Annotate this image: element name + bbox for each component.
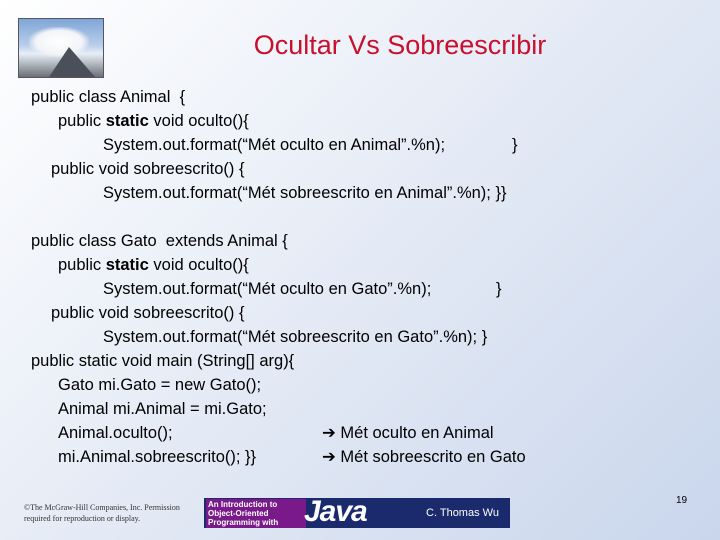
code-line: Gato mi.Gato = new Gato(); [58, 376, 262, 394]
code-line: public static void oculto(){ [58, 112, 249, 130]
code-line: public void sobreescrito() { [51, 304, 245, 322]
code-line: public void sobreescrito() { [51, 160, 245, 178]
code-line: System.out.format(“Mét oculto en Animal”.%n); [103, 136, 446, 154]
code-line: Animal mi.Animal = mi.Gato; [58, 400, 267, 418]
code-line: System.out.format(“Mét sobreescrito en Gato”.%n); } [103, 328, 488, 346]
book-banner-logo [204, 495, 510, 528]
slide-title: Ocultar Vs Sobreescribir [253, 30, 547, 60]
code-line: } [496, 280, 502, 298]
code-line: public static void main (String[] arg){ [31, 352, 295, 370]
code-line: Animal.oculto(); [58, 424, 173, 442]
copyright-notice: ©The McGraw-Hill Companies, Inc. Permission required for reproduction or display. [24, 503, 180, 523]
banner-subtitle: An Introduction to Object-Oriented Programming with [206, 499, 306, 528]
banner-author: C. Thomas Wu [426, 507, 499, 519]
code-line: mi.Animal.sobreescrito(); }} [58, 448, 257, 466]
code-line: public static void oculto(){ [58, 256, 249, 274]
code-line: System.out.format(“Mét oculto en Gato”.%n); [103, 280, 432, 298]
code-line: public class Gato extends Animal { [31, 232, 288, 250]
banner-java: Java [304, 495, 367, 528]
output-label: ➔ Mét oculto en Animal [322, 424, 494, 442]
code-line: System.out.format(“Mét sobreescrito en Animal”.%n); }} [103, 184, 507, 202]
code-line: public class Animal { [31, 88, 186, 106]
output-label: ➔ Mét sobreescrito en Gato [322, 448, 526, 466]
code-line: } [512, 136, 518, 154]
page-number: 19 [676, 495, 688, 506]
